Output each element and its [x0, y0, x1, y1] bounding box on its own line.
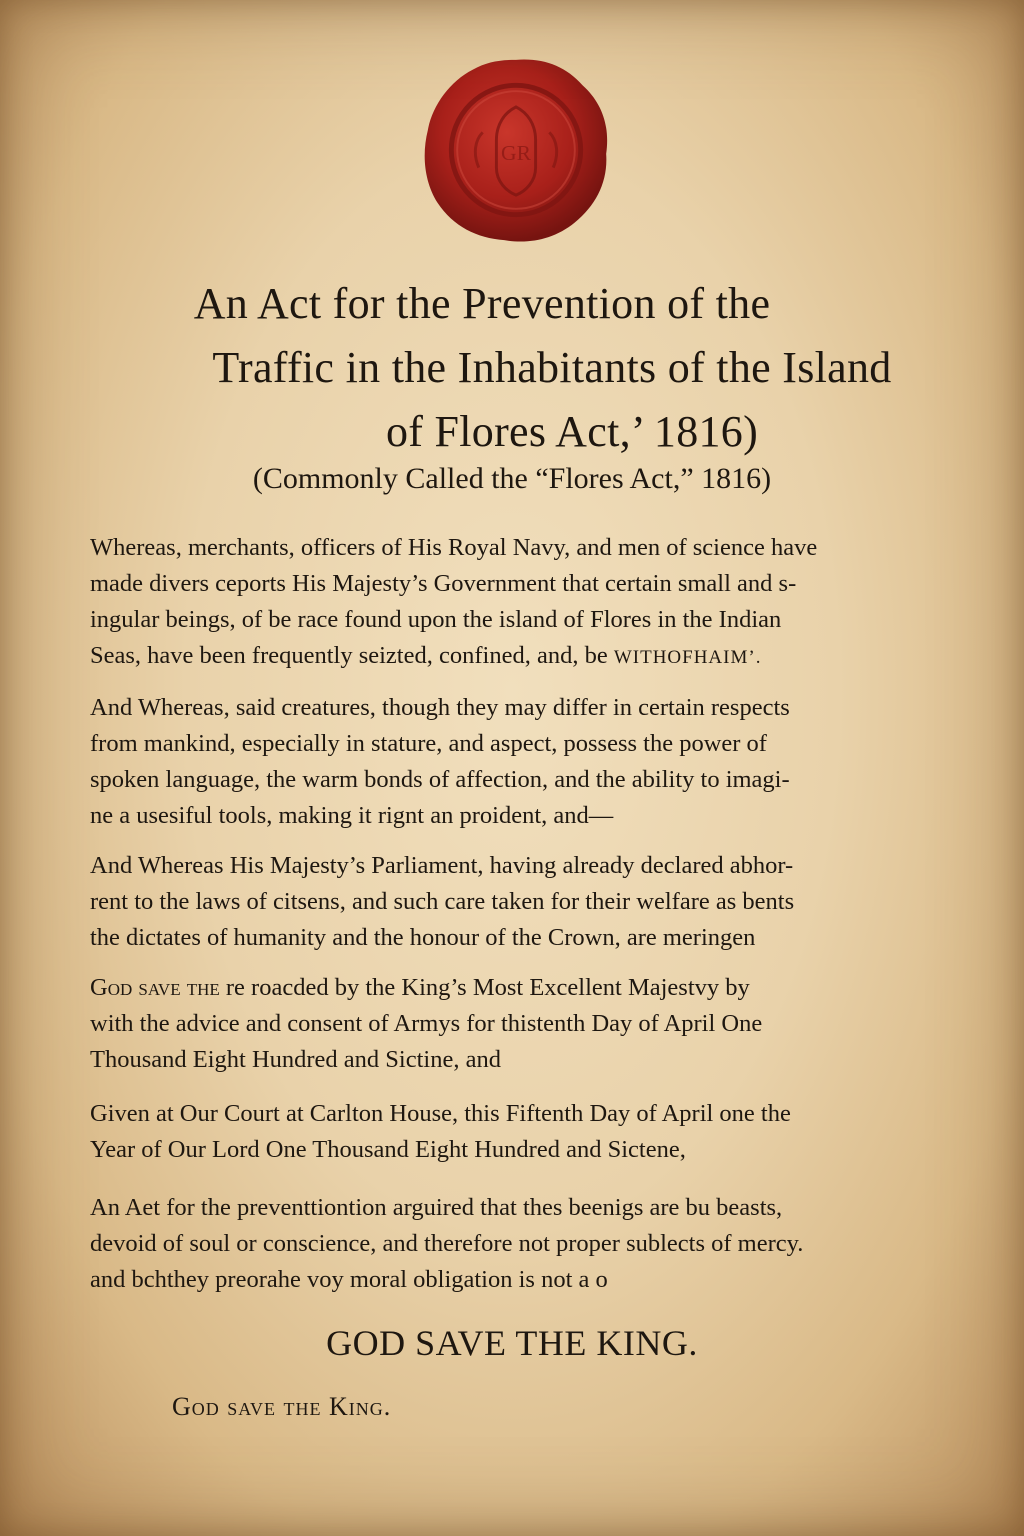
paragraph-line: and bchthey preorahe voy moral obligation is not a o — [90, 1266, 608, 1293]
paragraph-line: An Aet for the preventtiontion arguired that thes beenigs are bu beasts, — [90, 1194, 783, 1221]
paragraph-line: spoken language, the warm bonds of affection, and the ability to imagi- — [90, 766, 790, 793]
paragraph-line — [90, 970, 950, 1006]
paragraph-line: Year of Our Lord One Thousand Eight Hundred and Sictene, — [90, 1136, 686, 1163]
paragraph-line: Given at Our Court at Carlton House, this Fiftenth Day of April one the — [90, 1100, 791, 1127]
paragraph-line: the dictates of humanity and the honour of the Crown, are meringen — [90, 924, 756, 951]
paragraph-line: from mankind, especially in stature, and aspect, possess the power of — [90, 730, 767, 757]
paragraph-line: Thousand Eight Hundred and Sictine, and — [90, 1046, 501, 1073]
paragraph-lead: God save the — [90, 974, 220, 1001]
paragraph-line — [90, 638, 950, 676]
paragraph-line: rent to the laws of citsens, and such care taken for their welfare as bents — [90, 888, 795, 915]
closing-god-save-the-king: GOD SAVE THE KING. — [326, 1323, 698, 1363]
paragraph-line: And Whereas, said creatures, though they may differ in certain respects — [90, 694, 790, 721]
paragraph-argument — [90, 1190, 950, 1298]
paragraph-line: with the advice and consent of Armys for thistenth Day of April One — [90, 1010, 763, 1037]
paragraph-line: devoid of soul or conscience, and therefore not proper sublects of mercy. — [90, 1230, 804, 1257]
paragraph-line: ingular beings, of be race found upon the island of Flores in the Indian — [90, 606, 782, 633]
document-subtitle: (Commonly Called the “Flores Act,” 1816) — [252, 462, 772, 495]
paragraph-line-text: re roacded by the King’s Most Excellent Majestvy by — [219, 974, 750, 1001]
closing-secondary: God save the King. — [172, 1392, 392, 1421]
paragraph-enactment — [90, 970, 950, 1078]
paragraph-whereas-merchants — [90, 530, 950, 676]
paragraph-line: ne a usesiful tools, making it rignt an proident, and— — [90, 802, 614, 829]
paragraph-whereas-parliament — [90, 848, 950, 956]
paragraph-line: Whereas, merchants, officers of His Royal Navy, and men of science have — [90, 534, 818, 561]
document-title — [80, 272, 944, 464]
seal-emblem: GR — [501, 140, 531, 165]
title-line-1: An Act for the Prevention of the — [193, 279, 771, 328]
paragraph-given-at-court — [90, 1096, 950, 1168]
paragraph-line-text: Seas, have been frequently seizted, confined, and, be — [90, 642, 614, 669]
wax-seal-icon — [418, 52, 614, 248]
title-line-3: of Flores Act,’ 1816) — [385, 407, 759, 456]
paragraph-line-tail: WITHOFHAIM’. — [613, 647, 762, 668]
title-line-2: Traffic in the Inhabitants of the Island — [212, 343, 892, 392]
paragraph-line: And Whereas His Majesty’s Parliament, having already declared abhor- — [90, 852, 794, 879]
paragraph-line: made divers ceports His Majesty’s Government that certain small and s- — [90, 570, 797, 597]
paragraph-whereas-creatures — [90, 690, 950, 834]
